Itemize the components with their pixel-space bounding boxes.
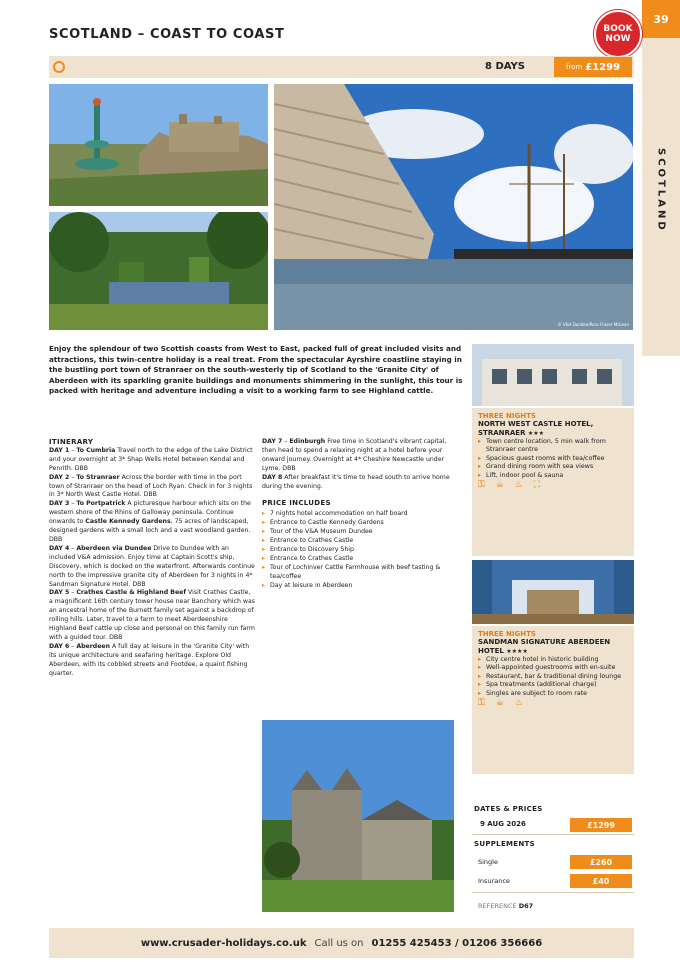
hotel-feature: ▸ Restaurant, bar & traditional dining lounge	[478, 673, 628, 681]
itinerary-day	[262, 474, 462, 492]
hotel-feature: ▸ Well-appointed guestrooms with en-suite	[478, 664, 628, 672]
book-now-badge[interactable]	[594, 10, 642, 58]
page-number: 39	[642, 0, 680, 38]
includes-item: ▸ Day at leisure in Aberdeen	[262, 582, 462, 591]
reference	[478, 902, 533, 910]
includes-item: ▸ Entrance to Crathes Castle	[262, 537, 462, 546]
price-from-label: from	[565, 63, 583, 71]
circle-icon	[53, 61, 65, 73]
supplement-price: £40	[570, 874, 632, 888]
book-now-line2: NOW	[605, 34, 631, 44]
itinerary-column-2	[262, 438, 462, 591]
day-label: DAY 1	[49, 446, 70, 454]
photo-crathes-castle	[262, 720, 454, 912]
hotel-feature: ▸ Town centre location, 5 min walk from Stranraer centre	[478, 438, 628, 455]
price-from-tag	[554, 57, 632, 77]
itinerary-day: DAY 3 – To Portpatrick A picturesque harbour which sits on the western shore of the Rhins of Galloway peninsula. Continue onwards to Castle Kennedy Gardens, 75 acres of landscaped, designed gardens with a small loch and a vast woodland garden. DBB	[49, 500, 251, 543]
website-link[interactable]: www.crusader-holidays.co.uk	[140, 937, 307, 949]
includes-item: ▸ Entrance to Crathes Castle	[262, 555, 462, 564]
hotel-stars: ★★★	[527, 430, 545, 437]
day-text: Visit Crathes Castle, a magnificent 16th century tower house near Banchory which was an ancestral home of the Burnett family set against a backdrop of rolling hills. Later, travel to a farm to meet Aberdeenshire Highland Beef cattle up close and personal on this family run farm with a guided tour. DBB	[49, 589, 255, 641]
hotel-name	[478, 638, 628, 656]
photo-edinburgh-castle	[49, 84, 268, 206]
tour-days: 8 DAYS	[485, 61, 525, 72]
hotel-nights: THREE NIGHTS	[478, 412, 536, 420]
includes-heading: PRICE INCLUDES	[262, 499, 331, 508]
call-label: Call us on	[314, 937, 364, 949]
itinerary-day: DAY 6 – Aberdeen A full day at leisure in the 'Granite City' with its unique architecture and seafaring heritage. Explore Old Aberdeen, with its cobbled streets and Footdee, a quaint fishing quarter.	[49, 642, 250, 677]
day-text: Across the border with time in the port town of Stranraer on the head of Loch Ryan. Check in for 3 nights in 3* North West Castle Hotel. DBB	[49, 473, 253, 499]
hotel-feature: ▸ Singles are subject to room rate	[478, 690, 628, 698]
day-text-extra: , 75 acres of landscaped, designed gardens with a small loch and a vast woodland garden. DBB	[49, 518, 251, 543]
hotel-stars: ★★★★	[506, 648, 528, 655]
includes-item: ▸ 7 nights hotel accommodation on half board	[262, 510, 462, 519]
book-now-line1: BOOK	[603, 24, 633, 34]
day-title: Aberdeen	[76, 642, 111, 650]
itinerary-day: DAY 2 – To Stranraer Across the border with time in the port town of Stranraer on the head of Loch Ryan. Check in for 3 nights in 3* North West Castle Hotel. DBB	[49, 473, 253, 499]
itinerary-heading: ITINERARY	[49, 438, 94, 446]
departure-price[interactable]: £1299	[570, 818, 632, 832]
divider	[472, 834, 634, 835]
itinerary-day: DAY 5 – Crathes Castle & Highland Beef Visit Crathes Castle, a magnificent 16th century tower house near Banchory which was an ancestral home of the Burnett family set against a backdrop of rolling hills. Later, travel to a farm to meet Aberdeenshire Highland Beef cattle up close and personal on this family run farm with a guided tour. DBB	[49, 589, 255, 641]
day-label: DAY 2	[49, 473, 70, 481]
hotel-features	[478, 656, 628, 698]
hotel-name-text: NORTH WEST CASTLE HOTEL, STRANRAER	[478, 420, 594, 437]
photo-sandman-hotel	[472, 560, 634, 624]
includes-item: ▸ Tour of the V&A Museum Dundee	[262, 528, 462, 537]
day-text: Drive to Dundee with an included V&A admission. Enjoy time at Captain Scott's ship, Discovery, which is docked on the waterfront. Afterwards continue north to the impressive granite city of Aberdeen for 3 nights in 4* Sandman Signature Hotel. DBB	[49, 544, 255, 588]
hotel-feature: ▸ Spacious guest rooms with tea/coffee	[478, 455, 628, 463]
hotel-features	[478, 438, 628, 480]
hotel-box-stranraer	[472, 408, 634, 556]
day-highlight: Castle Kennedy Gardens	[85, 518, 171, 526]
hotel-feature: ▸ Grand dining room with sea views	[478, 463, 628, 471]
day-label: DAY 7	[262, 438, 283, 445]
hotel-name	[478, 420, 628, 438]
day-text: Travel north to the edge of the Lake District and your overnight at 3* Shap Wells Hotel between Kendal and Penrith. DBB	[49, 446, 253, 472]
day-text: After breakfast it's time to head south to arrive home during the evening.	[262, 473, 450, 490]
hotel-name-text: SANDMAN SIGNATURE ABERDEEN HOTEL	[478, 638, 611, 655]
hotel-box-aberdeen	[472, 626, 634, 774]
hotel-amenity-icons: ⚿ ☕ ♨	[478, 698, 527, 709]
day-title: Aberdeen via Dundee	[76, 544, 152, 552]
divider	[472, 892, 634, 893]
intro-paragraph: Enjoy the splendour of two Scottish coasts from West to East, packed full of great included visits and attractions, this twin-centre holiday is a real treat. From the spectacular Ayrshire coastline staying in the bustling port town of Stranraer on the south-westerly tip of Scotland to the 'Granite City' of Aberdeen with its sparkling granite buildings and monuments shimmering in the sunlight, this tour is packed with heritage and adventure including a visit to a working farm to see Highland cattle.	[49, 344, 463, 396]
day-title: To Stranraer	[76, 473, 120, 481]
day-label: DAY 4	[49, 544, 70, 552]
reference-label: REFERENCE	[478, 902, 517, 910]
day-title: To Portpatrick	[76, 500, 126, 508]
day-text: A picturesque harbour which sits on the western shore of the Rhins of Galloway peninsula. Continue onwards to	[49, 500, 251, 526]
hotel-nights: THREE NIGHTS	[478, 630, 536, 638]
includes-item: ▸ Tour of Lochinver Cattle Farmhouse with beef tasting & tea/coffee	[262, 564, 462, 582]
price-from-value: £1299	[585, 61, 621, 73]
itinerary-day: DAY 7 – Edinburgh Free time in Scotland's vibrant capital, then head to spend a relaxing night at a hotel before your onward journey. Overnight at 4* Cheshire Newcastle under Lyme. DBB	[262, 438, 447, 472]
hotel-feature: ▸ Spa treatments (additional charge)	[478, 681, 628, 689]
supplement-label: Single	[478, 858, 498, 866]
hotel-amenity-icons: ⚿ ☕ ♨ ⛶	[478, 480, 544, 491]
includes-item: ▸ Entrance to Discovery Ship	[262, 546, 462, 555]
side-region-label: SCOTLAND	[655, 147, 667, 233]
day-label: DAY 6	[49, 642, 70, 650]
page-title: SCOTLAND – COAST TO COAST	[49, 27, 285, 42]
reference-code: D67	[518, 902, 534, 910]
supplement-label: Insurance	[478, 877, 510, 885]
photo-castle-kennedy-gardens	[49, 212, 268, 330]
includes-item: ▸ Entrance to Castle Kennedy Gardens	[262, 519, 462, 528]
itinerary-column-1	[49, 438, 255, 678]
day-label: DAY 8	[262, 473, 283, 481]
day-title: To Cumbria	[76, 446, 116, 454]
day-label: DAY 3	[49, 500, 70, 508]
photo-credit: © V&A Dundee/Ross Fraser McLean	[557, 322, 629, 327]
itinerary-day: DAY 4 – Aberdeen via Dundee Drive to Dundee with an included V&A admission. Enjoy time at Captain Scott's ship, Discovery, which is docked on the waterfront. Afterwards continue north to the impressive granite city of Aberdeen for 3 nights in 4* Sandman Signature Hotel. DBB	[49, 544, 255, 588]
departure-date: 9 AUG 2026	[480, 820, 526, 828]
hotel-feature: ▸ City centre hotel in historic building	[478, 656, 628, 664]
supplement-price: £260	[570, 855, 632, 869]
footer-contact-bar	[49, 928, 634, 958]
day-label: DAY 5	[49, 589, 70, 597]
day-text: A full day at leisure in the 'Granite City' with its unique architecture and seafaring heritage. Explore Old Aberdeen, with its cobbled streets and Footdee, a quaint fishing quarter.	[49, 642, 250, 677]
photo-north-west-castle-hotel	[472, 344, 634, 406]
day-text: Free time in Scotland's vibrant capital, then head to spend a relaxing night at a hotel before your onward journey. Overnight at 4* Cheshire Newcastle under Lyme. DBB	[262, 438, 447, 472]
phone-numbers[interactable]: 01255 425453 / 01206 356666	[371, 937, 543, 949]
day-title: Edinburgh	[289, 438, 326, 445]
hotel-feature: ▸ Lift, indoor pool & sauna	[478, 472, 628, 480]
tour-summary-bar	[49, 56, 634, 78]
photo-va-dundee	[274, 84, 633, 330]
includes-list	[262, 510, 462, 590]
itinerary-day: DAY 1 – To Cumbria Travel north to the edge of the Lake District and your overnight at 3* Shap Wells Hotel between Kendal and Penrith. DBB	[49, 446, 253, 472]
supplements-heading: SUPPLEMENTS	[474, 840, 535, 848]
day-title: Crathes Castle & Highland Beef	[76, 589, 187, 597]
dates-prices-heading: DATES & PRICES	[474, 805, 543, 813]
